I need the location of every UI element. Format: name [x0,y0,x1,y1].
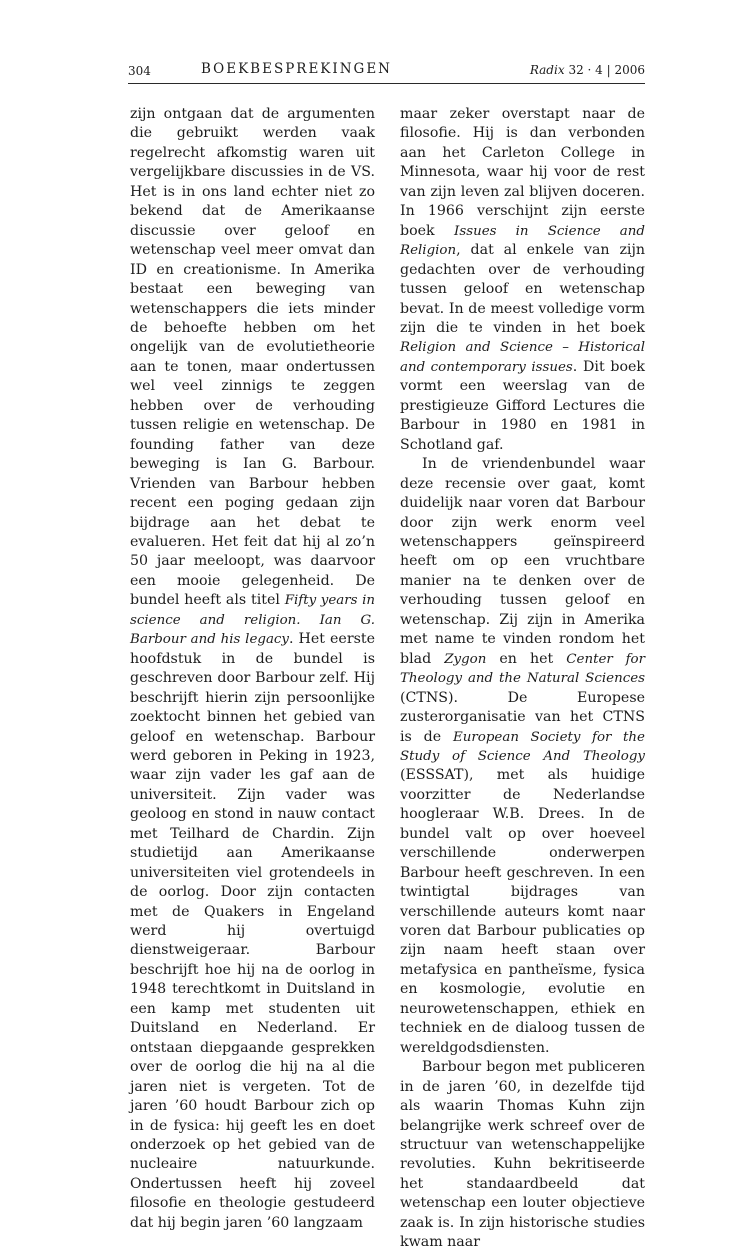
paragraph [130,105,375,1233]
journal-issue: 32 · 4 | 2006 [568,63,645,77]
body-text: , dat al enkele van zijn gedachten over de verhouding tussen geloof en wetenschap bevat. In de meest volledige vorm zijn die te vinden in het boek [400,242,645,336]
body-text: maar zeker overstapt naar de filosofie. Hij is dan verbonden aan het Carleton College in Minnesota, waar hij voor de rest van zijn leven zal blijven doceren. In 1966 verschijnt zijn eerste boek [400,106,645,239]
body-text: (CTNS). De Europese zusterorganisatie van het CTNS is de [400,689,645,745]
body-text: (ESSSAT), met als huidige voorzitter de Nederlandse hoogleraar W.B. Drees. In de bundel valt op over hoeveel verschillende onderwerpen Barbour heeft geschreven. In een twintigtal bijdrages van verschillende auteurs komt naar voren dat Barbour publicaties op zijn naam heeft staan over metafysica en pantheïsme, fysica en kosmologie, evolutie en neurowetenschappen, ethiek en techniek en de dialoog tussen de wereldgodsdiensten. [400,767,645,1056]
running-header [128,60,645,84]
book-title: Fifty years in science and religion. Ian G. Barbour and his legacy [130,593,375,648]
section-title: BOEKBESPREKINGEN [201,61,392,77]
paragraph [400,1058,645,1253]
body-text: . Het eerste hoofdstuk in de bundel is geschreven door Barbour zelf. Hij beschrijft hierin zijn persoonlijke zoektocht binnen het gebied van geloof en wetenschap. Barbour werd geboren in Peking in 1923, waar zijn vader les gaf aan de universiteit. Zijn vader was geoloog en stond in nauw contact met Teilhard de Chardin. Zijn studietijd aan Amerikaanse universiteiten viel grotendeels in de oorlog. Door zijn contacten met de Quakers in Engeland werd hij overtuigd dienstweigeraar. Barbour beschrijft hoe hij na de oorlog in 1948 terechtkomt in Duitsland in een kamp met studenten uit Duitsland en Nederland. Er ontstaan diepgaande gesprekken over de oorlog die hij na al die jaren niet is vergeten. Tot de jaren ’60 houdt Barbour zich op in de fysica: hij geeft les en doet onderzoek op het gebied van de nucleaire natuurkunde. Ondertussen heeft hij zoveel filosofie en theologie gestudeerd dat hij begin jaren ’60 langzaam [130,631,375,1231]
page-number: 304 [128,64,151,78]
book-title: Issues in Science and Religion [400,223,645,259]
body-text: en het [486,650,567,667]
paragraph [400,105,645,455]
paragraph [400,455,645,1058]
body-text: . Dit boek vormt een weerslag van de prestigieuze Gifford Lectures die Barbour in 1980 en 1981 in Schotland gaf. [400,358,646,453]
journal-name: Radix [529,63,565,77]
header-rule [128,83,645,84]
body-text: In de vriendenbundel waar deze recensie over gaat, komt duidelijk naar voren dat Barbour door zijn werk enorm veel wetenschappers geïnspireerd heeft om op een vruchtbare manier na te denken over de verhouding tussen geloof en wetenschap. Zij zijn in Amerika met name te vinden rondom het blad [400,456,645,667]
organization-name: European Society for the Study of Science And Theology [400,729,645,764]
right-column [400,105,645,1253]
journal-title: Zygon [444,651,487,667]
journal-reference [530,63,645,77]
left-column [130,105,375,1233]
body-text: zijn ontgaan dat de argumenten die gebruikt werden vaak regelrecht afkomstig waren uit vergelijkbare discussies in de VS. Het is in ons land echter niet zo bekend dat de Amerikaanse discussie over geloof en wetenschap veel meer omvat dan ID en creationisme. In Amerika bestaat een beweging van wetenschappers die iets minder de behoefte hebben om het ongelijk van de evolutietheorie aan te tonen, maar ondertussen wel veel zinnigs te zeggen hebben over de verhouding tussen religie en wetenschap. De founding father van deze beweging is Ian G. Barbour. Vrienden van Barbour hebben recent een poging gedaan zijn bijdrage aan het debat te evalueren. Het feit dat hij al zo’n 50 jaar meeloopt, was daarvoor een mooie gelegenheid. De bundel heeft als titel [130,106,375,609]
book-title: Religion and Science – Historical and contemporary issues [400,340,645,375]
body-text: Barbour begon met publiceren in de jaren ’60, in dezelfde tijd als waarin Thomas Kuhn zijn belangrijke werk schreef over de structuur van wetenschappelijke revoluties. Kuhn bekritiseerde het standaardbeeld dat wetenschap een louter objectieve zaak is. In zijn historische studies kwam naar [400,1059,645,1251]
organization-name: Center for Theology and the Natural Sciences [400,651,645,687]
